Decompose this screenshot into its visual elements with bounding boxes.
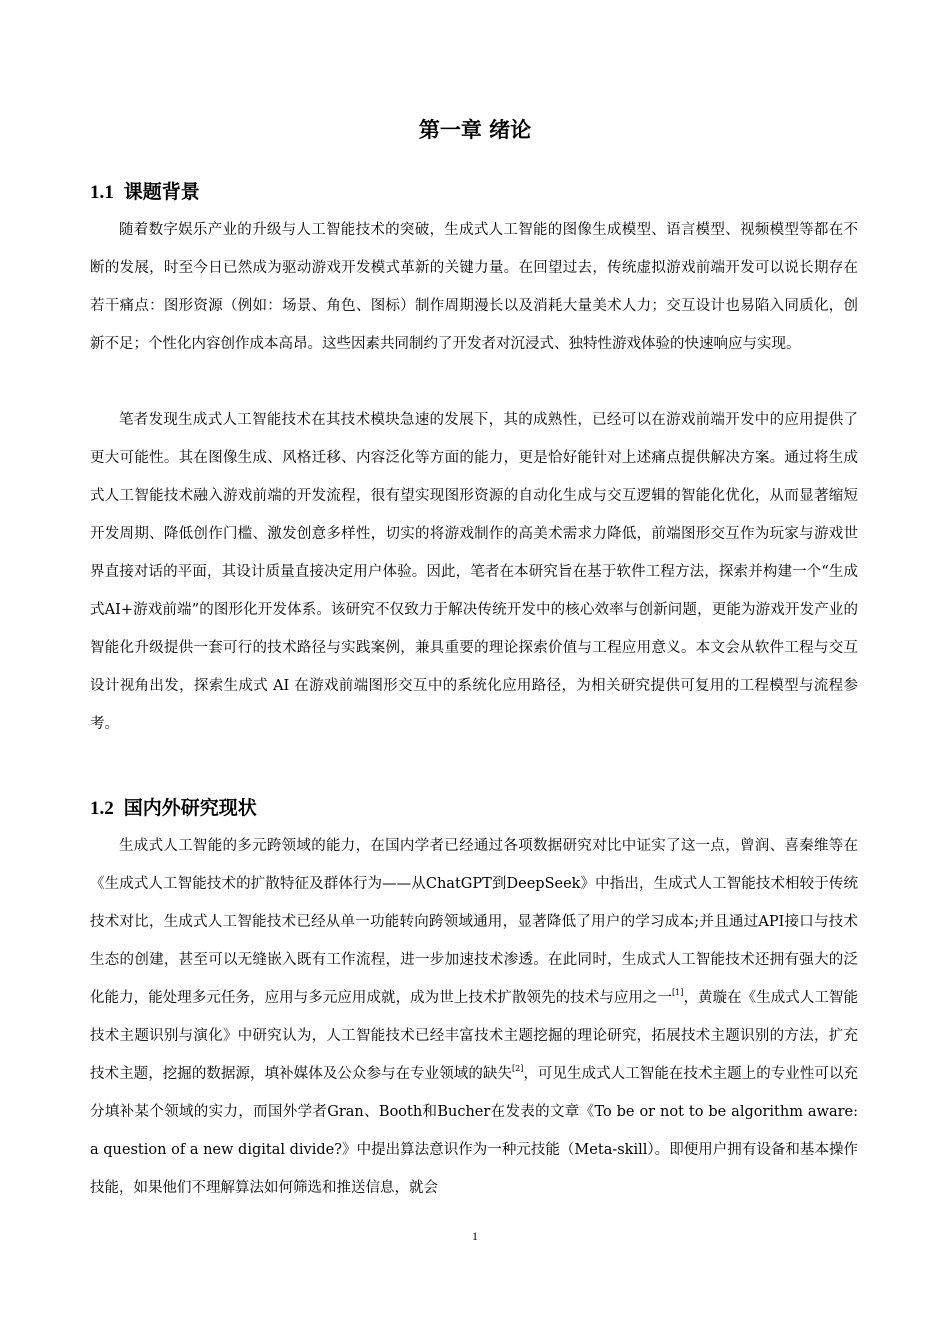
paragraph: 随着数字娱乐产业的升级与人工智能技术的突破，生成式人工智能的图像生成模型、语言模型、视频模型等都在不断的发展，时至今日已然成为驱动游戏开发模式革新的关键力量。在回望过去，传统虚拟游戏前端开发可以说长期存在若干痛点：图形资源（例如：场景、角色、图标）制作周期漫长以及消耗大量美术人力；交互设计也易陷入同质化，创新不足；个性化内容创作成本高昂。这些因素共同制约了开发者对沉浸式、独特性游戏体验的快速响应与实现。	[90, 222, 858, 352]
page-number: 1	[472, 1229, 478, 1243]
paragraph	[90, 827, 858, 1207]
section-title-text: 课题背景	[123, 181, 200, 203]
paragraph-text: ，黄璇在《生成式人工智能技术主题识别与演化》中研究认为，人工智能技术已经丰富技术主题挖掘的理论研究，拓展技术主题识别的方法，扩充技术主题，挖掘的数据源，填补媒体及公众参与在专业领域的缺失	[90, 990, 859, 1082]
section-heading-1-2	[90, 795, 257, 822]
paragraph-text: 生成式人工智能的多元跨领域的能力，在国内学者已经通过各项数据研究对比中证实了这一点，曾润、喜秦维等在《生成式人工智能技术的扩散特征及群体行为——从ChatGPT到DeepSeek》中指出，生成式人工智能技术相较于传统技术对比，生成式人工智能技术已经从单一功能转向跨领域通用，显著降低了用户的学习成本;并且通过API接口与技术生态的创建，甚至可以无缝嵌入既有工作流程，进一步加速技术渗透。在此同时，生成式人工智能技术还拥有强大的泛化能力，能处理多元任务，应用与多元应用成就，成为世上技术扩散领先的技术与应用之一	[90, 838, 858, 1006]
paragraph: 笔者发现生成式人工智能技术在其技术模块急速的发展下，其的成熟性，已经可以在游戏前端开发中的应用提供了更大可能性。其在图像生成、风格迁移、内容泛化等方面的能力，更是恰好能针对上述痛点提供解决方案。通过将生成式人工智能技术融入游戏前端的开发流程，很有望实现图形资源的自动化生成与交互逻辑的智能化优化，从而显著缩短开发周期、降低创作门槛、激发创意多样性，切实的将游戏制作的高美术需求力降低，前端图形交互作为玩家与游戏世界直接对话的平面，其设计质量直接决定用户体验。因此，笔者在本研究旨在基于软件工程方法，探索并构建一个“生成式AI+游戏前端”的图形化开发体系。该研究不仅致力于解决传统开发中的核心效率与创新问题，更能为游戏开发产业的智能化升级提供一套可行的技术路径与实践案例，兼具重要的理论探索价值与工程应用意义。本文会从软件工程与交互设计视角出发，探索生成式 AI 在游戏前端图形交互中的系统化应用路径，为相关研究提供可复用的工程模型与流程参考。	[90, 412, 858, 732]
section-number: 1.2	[90, 798, 114, 819]
citation-marker: [2]	[511, 1064, 524, 1073]
citation-marker: [1]	[672, 988, 684, 997]
section-number: 1.1	[90, 182, 114, 203]
section-heading-1-1	[90, 179, 200, 206]
section-title-text: 国内外研究现状	[123, 797, 257, 819]
paragraph-text: ，可见生成式人工智能在技术主题上的专业性可以充分填补某个领域的实力，而国外学者Gran、Booth和Bucher在发表的文章《To be or not to be algorithm aware: a question of a new digital divide?》中提出算法意识作为一种元技能（Meta-skill）。即便用户拥有设备和基本操作技能，如果他们不理解算法如何筛选和推送信息，就会	[90, 1066, 859, 1196]
chapter-title: 第一章 绪论	[418, 118, 532, 142]
